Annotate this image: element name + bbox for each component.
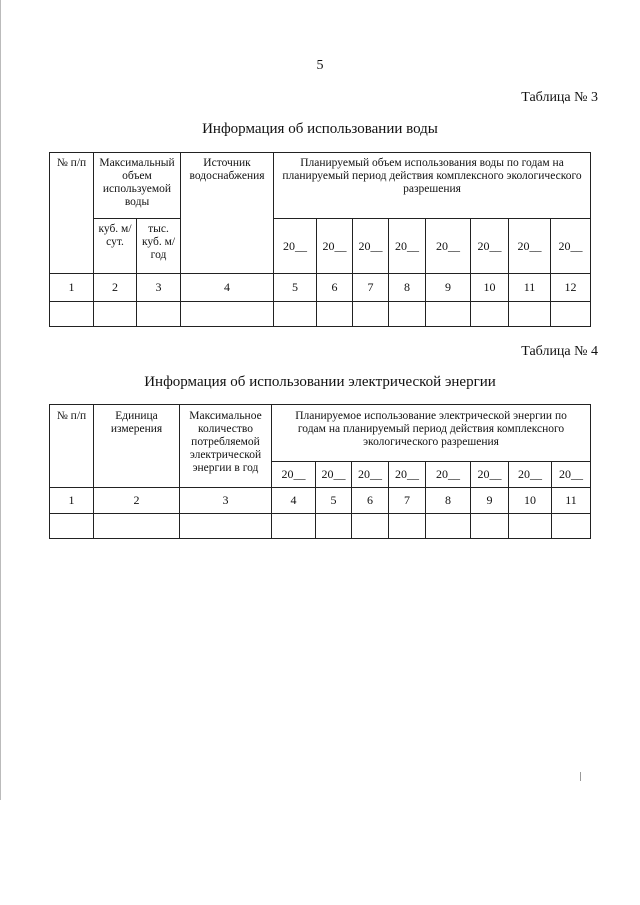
header-unit-of-measure: Единица измерения <box>94 405 180 488</box>
column-number-cell: 6 <box>352 488 389 514</box>
year-cell: 20__ <box>471 219 509 274</box>
year-cell: 20__ <box>352 462 389 488</box>
column-number-cell: 4 <box>272 488 316 514</box>
column-number-cell: 10 <box>471 274 509 302</box>
scan-artifact <box>580 772 581 781</box>
header-planned-electricity: Планируемое использование электрической энергии по годам на планируемый период действия комплексного экологического разрешения <box>272 405 591 462</box>
table3-label: Таблица № 3 <box>521 90 598 105</box>
column-number-cell: 7 <box>353 274 389 302</box>
page-number: 5 <box>316 58 324 73</box>
column-number-cell: 7 <box>389 488 426 514</box>
column-number-cell: 8 <box>426 488 471 514</box>
column-number-cell: 11 <box>509 274 551 302</box>
header-row-number: № п/п <box>50 405 94 488</box>
header-max-water-volume: Максимальный объем используемой воды <box>94 153 181 219</box>
year-cell: 20__ <box>426 462 471 488</box>
column-number-cell: 4 <box>181 274 274 302</box>
year-cell: 20__ <box>509 219 551 274</box>
column-number-cell: 6 <box>317 274 353 302</box>
year-cell: 20__ <box>274 219 317 274</box>
water-usage-table <box>49 152 591 327</box>
year-cell: 20__ <box>509 462 552 488</box>
scan-edge-line <box>0 0 1 800</box>
table4-title: Информация об использовании электрической энергии <box>144 374 496 390</box>
year-cell: 20__ <box>389 462 426 488</box>
table4-label: Таблица № 4 <box>521 344 598 359</box>
year-cell: 20__ <box>551 219 591 274</box>
header-water-source: Источник водоснабжения <box>181 153 274 274</box>
year-cell: 20__ <box>552 462 591 488</box>
column-number-cell: 1 <box>50 274 94 302</box>
column-number-cell: 1 <box>50 488 94 514</box>
column-number-cell: 3 <box>180 488 272 514</box>
column-number-cell: 11 <box>552 488 591 514</box>
year-cell: 20__ <box>471 462 509 488</box>
column-number-cell: 12 <box>551 274 591 302</box>
column-number-cell: 9 <box>471 488 509 514</box>
column-number-cell: 10 <box>509 488 552 514</box>
header-planned-water-volume: Планируемый объем использования воды по годам на планируемый период действия комплексного экологического разрешения <box>274 153 591 219</box>
year-cell: 20__ <box>272 462 316 488</box>
column-number-cell: 8 <box>389 274 426 302</box>
header-unit-thousand-m3-per-year: тыс. куб. м/год <box>137 219 181 274</box>
column-number-cell: 2 <box>94 274 137 302</box>
electricity-usage-table <box>49 404 591 539</box>
column-number-cell: 2 <box>94 488 180 514</box>
column-number-cell: 5 <box>274 274 317 302</box>
empty-data-row <box>50 514 591 539</box>
column-number-cell: 5 <box>316 488 352 514</box>
year-cell: 20__ <box>316 462 352 488</box>
header-max-electricity: Максимальное количество потребляемой электрической энергии в год <box>180 405 272 488</box>
year-cell: 20__ <box>317 219 353 274</box>
year-cell: 20__ <box>389 219 426 274</box>
header-row-number: № п/п <box>50 153 94 274</box>
empty-data-row <box>50 302 591 327</box>
year-cell: 20__ <box>426 219 471 274</box>
column-number-cell: 3 <box>137 274 181 302</box>
table3-title: Информация об использовании воды <box>202 121 438 137</box>
column-number-cell: 9 <box>426 274 471 302</box>
header-unit-m3-per-day: куб. м/сут. <box>94 219 137 274</box>
year-cell: 20__ <box>353 219 389 274</box>
